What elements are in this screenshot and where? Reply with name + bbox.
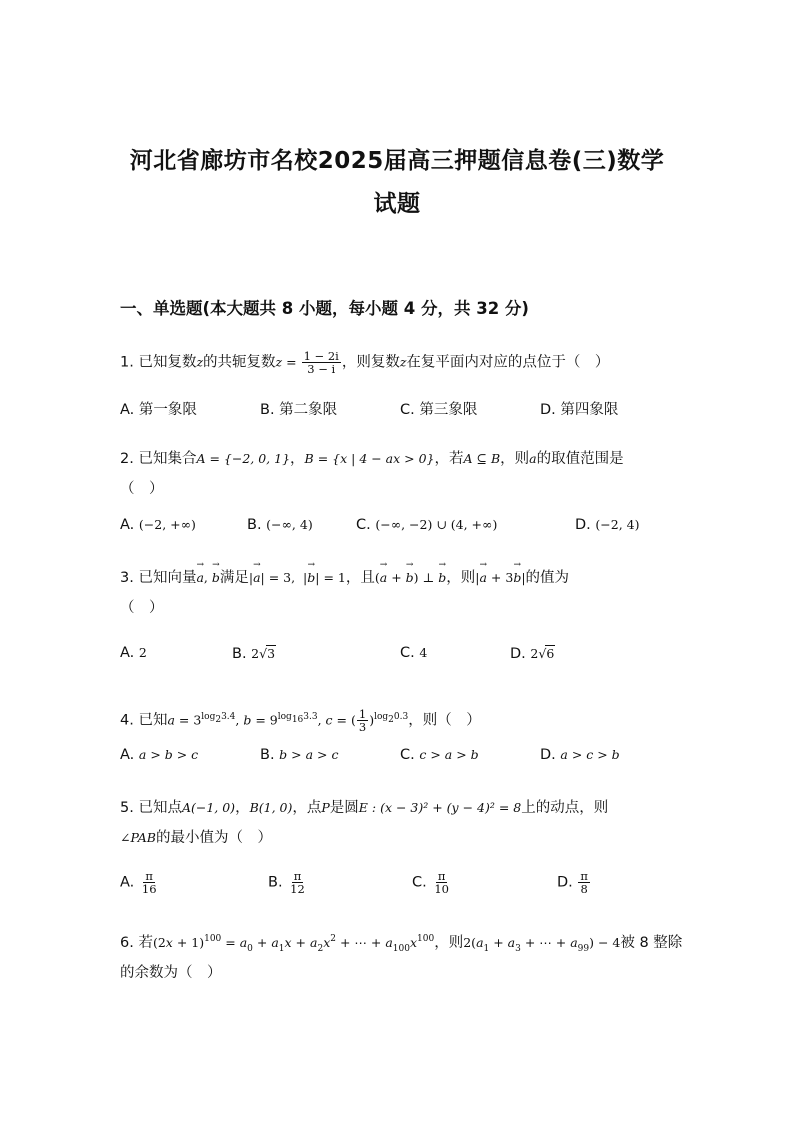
q2-option-a: A. (−2, +∞) (120, 517, 196, 533)
question-5: 5. 已知点A(−1, 0)，B(1, 0)，点P是圆E : (x − 3)² + (y − 4)² = 8上的动点，则 (120, 800, 609, 816)
q1-option-a: A. 第一象限 (120, 402, 197, 418)
q4-option-c: C. c > a > b (400, 747, 479, 763)
question-6-line2: 的余数为（ ） (120, 965, 222, 981)
q2-option-d: D. (−2, 4) (575, 517, 640, 533)
q1-option-b: B. 第二象限 (260, 402, 338, 418)
q2-option-c: C. (−∞, −2) ∪ (4, +∞) (356, 517, 498, 533)
q3-option-b: B. 2√3 (232, 646, 276, 662)
question-2: 2. 已知集合A = {−2, 0, 1}，B = {x | 4 − ax > 0}，若A ⊆ B，则a的取值范围是 (120, 451, 624, 467)
q3-option-d: D. 2√6 (510, 646, 555, 662)
page-title: 河北省廊坊市名校2025届高三押题信息卷(三)数学 (129, 148, 665, 174)
q4-option-a: A. a > b > c (120, 747, 199, 763)
q3-option-c: C. 4 (400, 645, 428, 661)
question-2-paren: （ ） (120, 481, 164, 497)
question-3-paren: （ ） (120, 600, 164, 616)
q5-option-a: A. $\frac{\pi}{16}$ (120, 869, 157, 897)
question-1: 1. 已知复数z的共轭复数z = $\frac{1 - 2i}{3 - i}$ ，则复数z在复平面内对应的点位于（ ） (120, 349, 610, 377)
q5-option-d: D. $\frac{\pi}{8}$ (557, 869, 588, 897)
page-title-line2: 试题 (373, 191, 421, 217)
q1-option-d: D. 第四象限 (540, 402, 619, 418)
q5-option-c: C. $\frac{\pi}{10}$ (412, 869, 449, 897)
question-3: 3. 已知向量→ a, → b满足|→ a| = 3, |→ b| = 1，且(→ a + → b) ⊥ → b，则|→ a + 3→ b|的值为 (120, 566, 569, 587)
q1-option-c: C. 第三象限 (400, 402, 478, 418)
fraction: $\frac{1 - 2i}{3 - i}$ (303, 349, 339, 377)
section-heading: 一、单选题(本大题共 8 小题，每小题 4 分，共 32 分) (120, 299, 529, 318)
q4-option-b: B. b > a > c (260, 747, 339, 763)
question-4: 4. 已知$a = 3^{log_23.4}$, $b = 9^{log_{16}3.3}$, c = ( $\frac{1}{3}$ )$^{log_20.3}$，则（ ） (120, 707, 481, 735)
q5-option-b: B. $\frac{\pi}{12}$ (268, 869, 305, 897)
question-6: 6. 若$(2x + 1)^{100} = a_0 + a_1x + a_2x^2$ + ⋯ + $a_{100}x^{100}$，则$2(a_1 + a_3$ + ⋯ + $a_{99}) - 4$被 8 整除 (120, 934, 683, 954)
q2-option-b: B. (−∞, 4) (247, 517, 313, 533)
q3-option-a: A. 2 (120, 645, 147, 661)
question-5-line2: ∠PAB的最小值为（ ） (120, 830, 272, 846)
q4-option-d: D. a > c > b (540, 747, 620, 763)
